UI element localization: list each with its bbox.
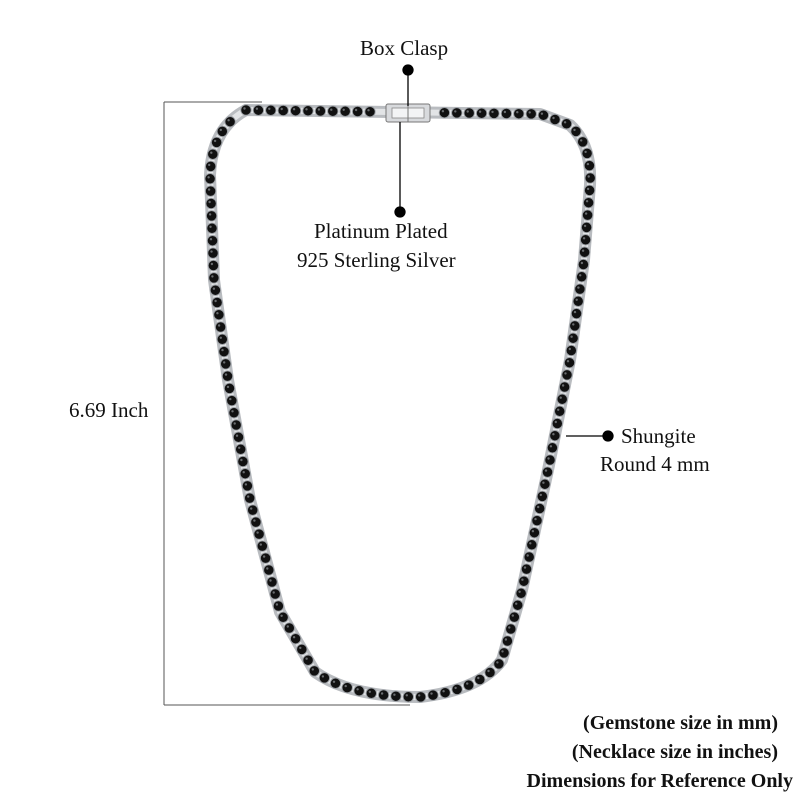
gemstone: [571, 126, 581, 136]
gemstone: [319, 673, 329, 683]
gemstone-sparkle: [505, 638, 507, 640]
gemstone-sparkle: [541, 113, 543, 115]
gemstone-sparkle: [479, 111, 481, 113]
gemstone-sparkle: [305, 108, 307, 110]
gemstone: [303, 106, 313, 116]
gemstone: [570, 321, 580, 331]
gemstone-sparkle: [418, 694, 420, 696]
gemstone-sparkle: [345, 685, 347, 687]
gemstone-sparkle: [587, 188, 589, 190]
gemstone: [552, 418, 562, 428]
gemstone-size-note: (Gemstone size in mm): [583, 712, 778, 734]
gemstone: [206, 198, 216, 208]
gemstone-sparkle: [369, 691, 371, 693]
gemstone-sparkle: [534, 518, 536, 520]
gemstone: [378, 690, 388, 700]
gemstone: [573, 296, 583, 306]
gemstone-sparkle: [330, 109, 332, 111]
gemstone-sparkle: [567, 360, 569, 362]
gemstone-sparkle: [577, 286, 579, 288]
gemstone: [452, 108, 462, 118]
gemstone: [579, 247, 589, 257]
gemstone: [222, 371, 232, 381]
gemstone-sparkle: [253, 519, 255, 521]
gemstone-sparkle: [487, 670, 489, 672]
gemstone-sparkle: [216, 312, 218, 314]
gemstone-sparkle: [260, 543, 262, 545]
gemstone-sparkle: [220, 129, 222, 131]
gemstone-sparkle: [588, 175, 590, 177]
gemstone: [464, 680, 474, 690]
gemstone: [582, 210, 592, 220]
gemstone-sparkle: [454, 110, 456, 112]
gemstone-sparkle: [573, 129, 575, 131]
gemstone: [521, 564, 531, 574]
gemstone-label-line1: Shungite: [621, 424, 696, 448]
gemstone: [562, 370, 572, 380]
gemstone: [342, 682, 352, 692]
gemstone-sparkle: [269, 579, 271, 581]
gemstone: [564, 358, 574, 368]
gemstone-sparkle: [231, 410, 233, 412]
gemstone-sparkle: [587, 163, 589, 165]
gemstone: [440, 688, 450, 698]
gemstone: [416, 692, 426, 702]
gemstone: [580, 235, 590, 245]
gemstone: [278, 105, 288, 115]
gemstone: [485, 667, 495, 677]
gemstone-sparkle: [250, 507, 252, 509]
gemstone-sparkle: [207, 176, 209, 178]
gemstone-sparkle: [322, 675, 324, 677]
gemstone: [238, 456, 248, 466]
gemstone: [499, 648, 509, 658]
gemstone: [270, 589, 280, 599]
gemstone-sparkle: [234, 422, 236, 424]
gemstone: [241, 105, 251, 115]
gemstone-sparkle: [355, 109, 357, 111]
gemstone-sparkle: [515, 603, 517, 605]
gemstone-sparkle: [263, 555, 265, 557]
gemstone-sparkle: [537, 506, 539, 508]
plating-label-line1: Platinum Plated: [314, 219, 448, 243]
gemstone: [242, 481, 252, 491]
gemstone: [559, 382, 569, 392]
gemstone-sparkle: [305, 658, 307, 660]
gemstone: [583, 198, 593, 208]
gemstone-sparkle: [491, 111, 493, 113]
gemstone-sparkle: [583, 237, 585, 239]
gemstone: [537, 491, 547, 501]
gemstone-sparkle: [256, 108, 258, 110]
gemstone-sparkle: [227, 386, 229, 388]
gemstone-sparkle: [540, 494, 542, 496]
gemstone-sparkle: [312, 668, 314, 670]
gemstone-sparkle: [220, 337, 222, 339]
gemstone: [240, 469, 250, 479]
gemstone-sparkle: [547, 457, 549, 459]
gemstone-sparkle: [240, 459, 242, 461]
gemstone: [231, 420, 241, 430]
gemstone: [516, 588, 526, 598]
gemstone: [577, 272, 587, 282]
gemstone-sparkle: [213, 288, 215, 290]
gemstone-sparkle: [208, 188, 210, 190]
gemstone: [575, 284, 585, 294]
gemstone-sparkle: [569, 348, 571, 350]
gemstone-sparkle: [572, 323, 574, 325]
gemstone: [581, 222, 591, 232]
gemstone: [254, 529, 264, 539]
gemstone: [532, 515, 542, 525]
gemstone-sparkle: [210, 250, 212, 252]
gemstone: [251, 517, 261, 527]
gemstone-sparkle: [236, 435, 238, 437]
gemstone-sparkle: [580, 139, 582, 141]
gemstone: [514, 109, 524, 119]
gemstone: [266, 105, 276, 115]
gemstone: [452, 684, 462, 694]
clasp-label: Box Clasp: [360, 36, 449, 60]
gemstone-sparkle: [585, 212, 587, 214]
gemstone: [210, 285, 220, 295]
gemstone-sparkle: [229, 398, 231, 400]
gemstone-sparkle: [555, 421, 557, 423]
gemstone-sparkle: [496, 661, 498, 663]
gemstone-sparkle: [508, 626, 510, 628]
clasp-pointer-dot: [403, 65, 413, 75]
gemstone-sparkle: [524, 566, 526, 568]
gemstone: [540, 479, 550, 489]
reference-disclaimer: Dimensions for Reference Only: [526, 770, 793, 792]
gemstone: [267, 577, 277, 587]
gemstone: [207, 236, 217, 246]
length-label: 6.69 Inch: [69, 398, 149, 422]
gemstone-sparkle: [281, 108, 283, 110]
gemstone: [489, 108, 499, 118]
gemstone-sparkle: [552, 117, 554, 119]
gemstone: [502, 636, 512, 646]
gemstone-sparkle: [430, 692, 432, 694]
plating-pointer-dot: [395, 207, 405, 217]
gemstone: [227, 395, 237, 405]
gemstone-sparkle: [214, 300, 216, 302]
gemstone: [568, 333, 578, 343]
gemstone-pointer-dot: [603, 431, 613, 441]
gemstone: [290, 634, 300, 644]
gemstone-sparkle: [223, 361, 225, 363]
gemstone: [214, 310, 224, 320]
gemstone-sparkle: [273, 591, 275, 593]
gemstone: [217, 126, 227, 136]
gemstone: [224, 383, 234, 393]
gemstone-sparkle: [576, 299, 578, 301]
gemstone: [260, 553, 270, 563]
gemstone: [494, 659, 504, 669]
gemstone-sparkle: [521, 579, 523, 581]
gemstone: [215, 322, 225, 332]
gemstone: [221, 359, 231, 369]
gemstone: [535, 503, 545, 513]
gemstone-sparkle: [529, 542, 531, 544]
gemstone-sparkle: [367, 109, 369, 111]
gemstone-sparkle: [564, 121, 566, 123]
gemstone-sparkle: [454, 687, 456, 689]
gemstone-label-line2: Round 4 mm: [600, 452, 710, 476]
gemstone: [561, 119, 571, 129]
gemstone: [340, 106, 350, 116]
gemstone-sparkle: [208, 164, 210, 166]
gemstone-sparkle: [560, 397, 562, 399]
gemstone: [205, 186, 215, 196]
gemstone-sparkle: [256, 531, 258, 533]
gemstone: [542, 467, 552, 477]
gemstone: [571, 308, 581, 318]
gemstone-sparkle: [532, 530, 534, 532]
gemstone: [290, 106, 300, 116]
gemstone: [206, 211, 216, 221]
gemstone-sparkle: [550, 445, 552, 447]
gemstone: [229, 408, 239, 418]
gemstone-sparkle: [581, 262, 583, 264]
gemstone: [284, 623, 294, 633]
gemstone-sparkle: [501, 650, 503, 652]
gemstone-sparkle: [214, 140, 216, 142]
gemstone-sparkle: [442, 690, 444, 692]
gemstone: [211, 137, 221, 147]
gemstone: [557, 394, 567, 404]
gemstone: [273, 601, 283, 611]
gemstone: [208, 260, 218, 270]
gemstone-sparkle: [545, 469, 547, 471]
gemstone-sparkle: [211, 275, 213, 277]
gemstone: [538, 110, 548, 120]
gemstone: [205, 174, 215, 184]
gemstone-sparkle: [225, 373, 227, 375]
gemstone-sparkle: [477, 677, 479, 679]
gemstone: [248, 505, 258, 515]
gemstone-sparkle: [210, 238, 212, 240]
gemstone-sparkle: [209, 226, 211, 228]
gemstone-sparkle: [529, 111, 531, 113]
gemstone: [328, 106, 338, 116]
gemstone: [212, 297, 222, 307]
gemstone-sparkle: [280, 615, 282, 617]
gemstone: [527, 540, 537, 550]
gemstone: [403, 692, 413, 702]
gemstone-sparkle: [210, 152, 212, 154]
box-clasp: [386, 104, 430, 122]
gemstone-sparkle: [570, 336, 572, 338]
gemstone: [513, 600, 523, 610]
gemstone: [585, 173, 595, 183]
gemstone: [501, 108, 511, 118]
gemstone: [233, 432, 243, 442]
gemstone: [236, 444, 246, 454]
gemstone: [352, 106, 362, 116]
gemstone-sparkle: [243, 107, 245, 109]
gemstone-sparkle: [247, 495, 249, 497]
gemstone-sparkle: [512, 614, 514, 616]
gemstone: [208, 149, 218, 159]
gemstone: [303, 655, 313, 665]
gemstone-sparkle: [209, 213, 211, 215]
gemstone: [584, 185, 594, 195]
gemstone: [225, 117, 235, 127]
gemstone-sparkle: [442, 110, 444, 112]
gemstone: [278, 612, 288, 622]
gemstone-sparkle: [266, 567, 268, 569]
gemstone-sparkle: [516, 111, 518, 113]
gemstone-sparkle: [208, 201, 210, 203]
gemstone-sparkle: [356, 688, 358, 690]
gemstone-sparkle: [562, 384, 564, 386]
gemstone-sparkle: [333, 681, 335, 683]
gemstone: [253, 105, 263, 115]
gemstone: [309, 666, 319, 676]
gemstone: [464, 108, 474, 118]
gemstone: [550, 431, 560, 441]
gemstone: [207, 223, 217, 233]
gemstone: [509, 612, 519, 622]
gemstone: [519, 576, 529, 586]
gemstone-sparkle: [579, 274, 581, 276]
gemstone-sparkle: [406, 694, 408, 696]
gemstone: [545, 455, 555, 465]
gemstone-sparkle: [211, 263, 213, 265]
gemstone: [526, 109, 536, 119]
gemstone: [578, 137, 588, 147]
gemstone-sparkle: [293, 636, 295, 638]
gemstone-sparkle: [268, 108, 270, 110]
gemstone-sparkle: [557, 409, 559, 411]
gemstone: [555, 406, 565, 416]
gemstone: [219, 346, 229, 356]
gemstone: [391, 691, 401, 701]
gemstone: [529, 528, 539, 538]
gemstone: [506, 624, 516, 634]
gemstone-sparkle: [381, 692, 383, 694]
gemstone: [209, 273, 219, 283]
gemstone-sparkle: [584, 225, 586, 227]
gemstone-sparkle: [343, 109, 345, 111]
necklace-size-note: (Necklace size in inches): [571, 741, 778, 763]
gemstone: [578, 259, 588, 269]
gemstone-sparkle: [564, 372, 566, 374]
gemstone-sparkle: [504, 111, 506, 113]
gemstone: [365, 107, 375, 117]
gemstone: [208, 248, 218, 258]
gemstone-sparkle: [299, 647, 301, 649]
gemstone: [584, 160, 594, 170]
gemstone-sparkle: [467, 110, 469, 112]
gemstone: [476, 108, 486, 118]
gemstone-sparkle: [584, 151, 586, 153]
gemstone-sparkle: [582, 250, 584, 252]
gemstone: [264, 565, 274, 575]
gemstone-sparkle: [238, 447, 240, 449]
gemstone: [330, 678, 340, 688]
gemstone-sparkle: [243, 471, 245, 473]
gemstone-sparkle: [586, 200, 588, 202]
gemstone: [582, 148, 592, 158]
gemstone: [566, 345, 576, 355]
gemstone-sparkle: [466, 682, 468, 684]
gemstone: [297, 644, 307, 654]
gemstone: [257, 541, 267, 551]
gemstone: [439, 108, 449, 118]
gemstone: [547, 443, 557, 453]
gemstone-sparkle: [287, 625, 289, 627]
gemstone: [245, 493, 255, 503]
gemstone: [206, 161, 216, 171]
gemstone: [315, 106, 325, 116]
gemstone-sparkle: [218, 324, 220, 326]
gemstone-sparkle: [227, 119, 229, 121]
gemstone-sparkle: [518, 591, 520, 593]
gemstone-sparkle: [542, 482, 544, 484]
gemstone-sparkle: [574, 311, 576, 313]
gemstone-sparkle: [552, 433, 554, 435]
gemstone: [550, 114, 560, 124]
gemstone-sparkle: [527, 554, 529, 556]
gemstone-sparkle: [245, 483, 247, 485]
gemstone: [428, 690, 438, 700]
gemstone: [354, 686, 364, 696]
gemstone: [475, 674, 485, 684]
gemstone-sparkle: [221, 349, 223, 351]
gemstone: [217, 334, 227, 344]
plating-label-line2: 925 Sterling Silver: [297, 248, 456, 272]
gemstone-sparkle: [276, 603, 278, 605]
gemstone-sparkle: [393, 694, 395, 696]
gemstone: [366, 688, 376, 698]
gemstone-sparkle: [293, 108, 295, 110]
gemstone: [524, 552, 534, 562]
gemstone-sparkle: [318, 108, 320, 110]
